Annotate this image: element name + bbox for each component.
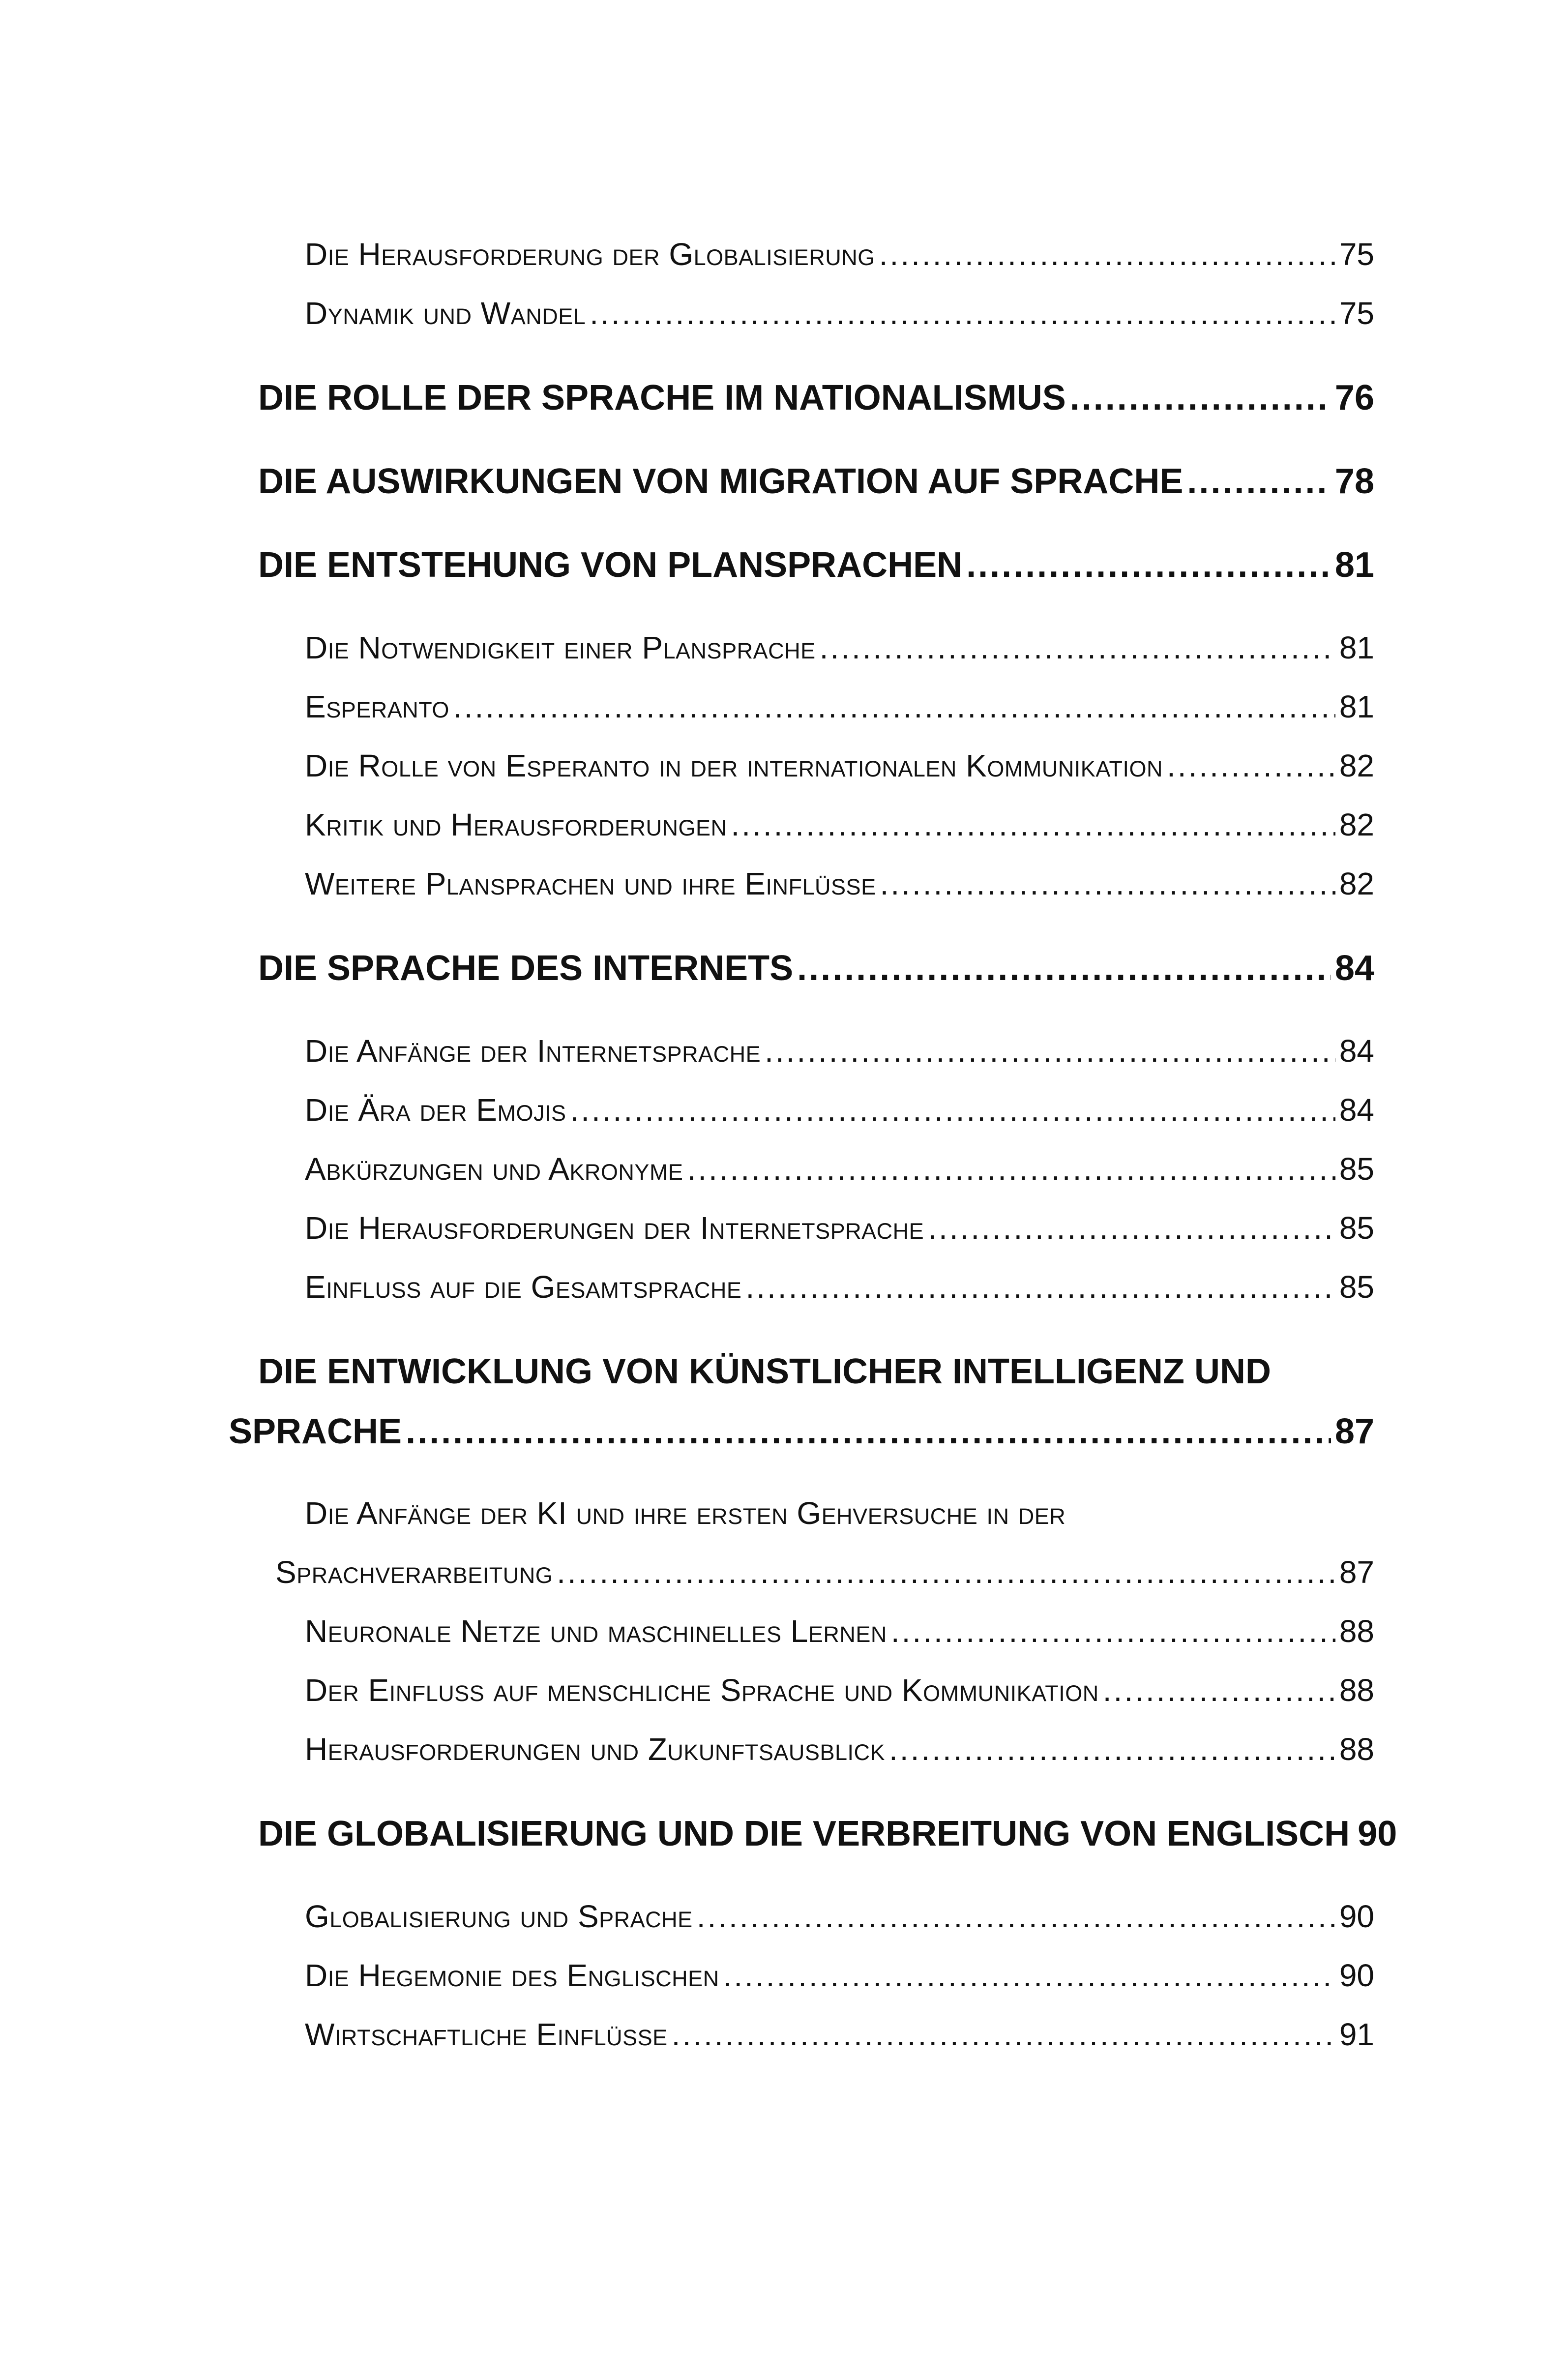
- toc-entry[interactable]: [305, 1733, 1374, 1765]
- toc-chapter[interactable]: [258, 1814, 1397, 1853]
- toc-chapter[interactable]: [229, 1414, 1374, 1449]
- toc-entry-title: Sprachverarbeitung: [275, 1554, 553, 1590]
- toc-entry[interactable]: [305, 632, 1374, 663]
- toc-entry-page: 84: [1339, 1033, 1374, 1069]
- toc-entry-page: 82: [1339, 807, 1374, 842]
- toc-chapter-title: SPRACHE: [229, 1412, 402, 1451]
- toc-entry-page: 82: [1339, 866, 1374, 901]
- toc-chapter-title: DIE ROLLE DER SPRACHE IM NATIONALISMUS: [258, 378, 1066, 418]
- toc-chapter-page: 90: [1358, 1814, 1397, 1853]
- toc-entry-title: Dynamik und Wandel: [305, 296, 586, 331]
- toc-entry-title: Globalisierung und Sprache: [305, 1899, 693, 1934]
- toc-entry[interactable]: [305, 809, 1374, 840]
- toc-chapter-title: DIE AUSWIRKUNGEN VON MIGRATION AUF SPRACHE: [258, 462, 1183, 501]
- dot-leader: [1167, 750, 1335, 781]
- toc-chapter[interactable]: [258, 951, 1374, 986]
- toc-entry[interactable]: [305, 1212, 1374, 1244]
- dot-leader: [820, 632, 1335, 663]
- toc-entry-page: 85: [1339, 1151, 1374, 1187]
- toc-entry-title: Die Hegemonie des Englischen: [305, 1958, 719, 1993]
- toc-entry-title: Der Einfluss auf menschliche Sprache und Kommunikation: [305, 1672, 1099, 1708]
- toc-entry[interactable]: [305, 239, 1374, 270]
- dot-leader: [557, 1556, 1335, 1588]
- toc-entry-title: Die Ära der Emojis: [305, 1092, 566, 1128]
- toc-entry-title: Wirtschaftliche Einflüsse: [305, 2017, 668, 2052]
- toc-entry[interactable]: [305, 868, 1374, 899]
- toc-entry[interactable]: [305, 1901, 1374, 1932]
- toc-entry-page: 81: [1339, 689, 1374, 724]
- dot-leader: [1187, 464, 1331, 499]
- toc-entry[interactable]: [305, 1035, 1374, 1067]
- dot-leader: [570, 1094, 1335, 1126]
- toc-entry[interactable]: [305, 1615, 1374, 1647]
- dot-leader: [723, 1960, 1335, 1991]
- toc-chapter[interactable]: [258, 547, 1374, 583]
- toc-entry-page: 90: [1339, 1958, 1374, 1993]
- toc-entry-page: 87: [1339, 1554, 1374, 1590]
- dot-leader: [966, 547, 1331, 583]
- dot-leader: [879, 239, 1335, 270]
- dot-leader: [928, 1212, 1335, 1244]
- toc-entry-title: Herausforderungen und Zukunftsausblick: [305, 1731, 885, 1767]
- toc-entry-page: 88: [1339, 1672, 1374, 1708]
- dot-leader: [797, 951, 1331, 986]
- dot-leader: [891, 1615, 1335, 1647]
- toc-entry-title: Die Rolle von Esperanto in der internationalen Kommunikation: [305, 748, 1163, 783]
- toc-entry-page: 81: [1339, 630, 1374, 665]
- toc-chapter-page: 84: [1334, 949, 1374, 988]
- toc-entry-page: 82: [1339, 748, 1374, 783]
- toc-entry-title: Die Herausforderung der Globalisierung: [305, 237, 875, 272]
- toc-entry[interactable]: [305, 298, 1374, 329]
- toc-chapter-title: DIE SPRACHE DES INTERNETS: [258, 949, 794, 988]
- toc-entry[interactable]: [305, 750, 1374, 781]
- toc-entry-title: Die Herausforderungen der Internetsprache: [305, 1210, 924, 1246]
- toc-entry-page: 75: [1339, 296, 1374, 331]
- dot-leader: [406, 1414, 1331, 1449]
- dot-leader: [1070, 380, 1331, 416]
- toc-entry-title: Weitere Plansprachen und ihre Einflüsse: [305, 866, 876, 901]
- toc-entry[interactable]: [275, 1556, 1374, 1588]
- dot-leader: [889, 1733, 1335, 1765]
- toc-entry-page: 91: [1339, 2017, 1374, 2052]
- toc-entry[interactable]: [305, 691, 1374, 722]
- toc-entry-page: 85: [1339, 1210, 1374, 1246]
- dot-leader: [590, 298, 1335, 329]
- toc-entry[interactable]: [305, 1094, 1374, 1126]
- toc-entry[interactable]: [305, 1271, 1374, 1303]
- toc-entry-page: 90: [1339, 1899, 1374, 1934]
- toc-entry[interactable]: [305, 1960, 1374, 1991]
- toc-chapter-title-line1[interactable]: DIE ENTWICKLUNG VON KÜNSTLICHER INTELLIGENZ UND: [258, 1352, 1271, 1391]
- toc-chapter-page: 76: [1334, 378, 1374, 418]
- toc-entry-title: Esperanto: [305, 689, 449, 724]
- toc-entry-title: Die Anfänge der Internetsprache: [305, 1033, 761, 1069]
- toc-entry-page: 75: [1339, 237, 1374, 272]
- dot-leader: [672, 2019, 1335, 2050]
- toc-entry[interactable]: [305, 1674, 1374, 1706]
- toc-entry-title: Abkürzungen und Akronyme: [305, 1151, 683, 1187]
- toc-chapter-title: DIE ENTSTEHUNG VON PLANSPRACHEN: [258, 545, 963, 585]
- dot-leader: [1103, 1674, 1335, 1706]
- toc-entry-title: Neuronale Netze und maschinelles Lernen: [305, 1613, 887, 1649]
- toc-entry-page: 88: [1339, 1731, 1374, 1767]
- toc-chapter-page: 81: [1334, 545, 1374, 585]
- dot-leader: [731, 809, 1335, 840]
- toc-entry-page: 84: [1339, 1092, 1374, 1128]
- toc-entry-page: 85: [1339, 1269, 1374, 1305]
- toc-chapter-page: 78: [1334, 462, 1374, 501]
- dot-leader: [880, 868, 1335, 899]
- dot-leader: [453, 691, 1335, 722]
- toc-entry[interactable]: [305, 1153, 1374, 1185]
- toc-entry-title-line1[interactable]: Die Anfänge der KI und ihre ersten Gehversuche in der: [305, 1495, 1066, 1531]
- toc-entry-title: Einfluss auf die Gesamtsprache: [305, 1269, 742, 1305]
- toc-entry[interactable]: [305, 2019, 1374, 2050]
- toc-chapter-title: DIE GLOBALISIERUNG UND DIE VERBREITUNG VON ENGLISCH: [258, 1814, 1350, 1853]
- toc-chapter[interactable]: [258, 464, 1374, 499]
- toc-entry-page: 88: [1339, 1613, 1374, 1649]
- dot-leader: [765, 1035, 1335, 1067]
- dot-leader: [697, 1901, 1335, 1932]
- toc-entry-title: Kritik und Herausforderungen: [305, 807, 727, 842]
- dot-leader: [745, 1271, 1335, 1303]
- dot-leader: [687, 1153, 1335, 1185]
- toc-entry-title: Die Notwendigkeit einer Plansprache: [305, 630, 816, 665]
- toc-chapter[interactable]: [258, 380, 1374, 416]
- toc-chapter-page: 87: [1334, 1412, 1374, 1451]
